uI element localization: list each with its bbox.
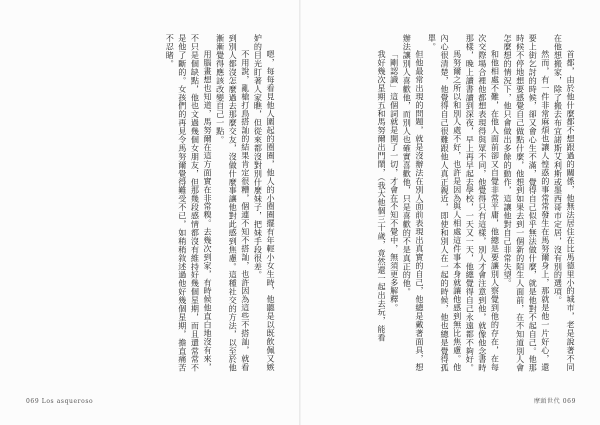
right-page	[301, 0, 600, 425]
paragraph: 嗯，每每看見他人圍起的圈圈，他人的小圈圈擺有年輕小女生時，他聽是以既飲佩又嫉妒的目光盯著人家瞧，但從來都沒對別什麼妹子，把妹手段很差。	[253, 34, 276, 372]
paragraph: 和他相處不難，在他人面前卻又自覺非常平庸，他總是要讓別人察覺到他的存在，在每次交際場合裡他都想表現得與眾不同，他覺得只有這樣，別人才會注意到他，就像他念書時那樣，晚上讀書讀到深夜，早上再早起去學校，一天又一天，他總覺得自己永遠都不夠好。	[465, 34, 501, 372]
paragraph: 首都，由於他什麼都不想跟過的關係，他無法居住在比馬德里小的城市，老是說著不同在他想搬家，除了搬去布宜諾斯艾利斯或墨西哥市定居，沒有別的選項。	[553, 34, 576, 372]
paragraph: 然而，有一件非常麻煩也讓人惶惑的事常常發生在馬努爾身上，那就是他一片好心，還要上街乞討的時候，卻又會心生不滿，覺得自己似乎無法做什麼，就是他對不起自己。他那時候不停地想要感覺自己做點什麼，他想到如果去到一個新的陌生人面前，在不知道別人會怎麼想的情況下，他只會做出多餘的動作，這讓他對自己非常失望。	[503, 34, 551, 372]
paragraph: 但他最常出現的問題，就是沒辦法在別人面前表現出真實的自己，他總是戴著面具，想辦法讓別人喜歡他，而別人也確實喜歡他，只是喜歡的不是真正的他。	[402, 34, 425, 372]
paragraph: 我好幾次星期五和馬努爾出門鬧，（我大他個三十歲，竟然還一起出去玩，能看	[377, 50, 388, 342]
right-folio: 摩頭世代 069	[533, 398, 576, 405]
paragraph: 用腦畫想也知道，馬努爾在這方面實在非常糗。去幾次到家，有時候他直白地沒有來，不只是個缺點，他也文過幾個女朋友，但那幾段感情都沒有維持好幾個星期，而且還常常不是他了斷的。女孩們的再見令馬努爾覺得難受不已，如稍稍敘述過他好幾個星期，擔直痛苦不忍睹。	[165, 34, 214, 372]
paragraph: 「剛認識」這個詞就是開了一切，才會在不知不覺中，無須更多解釋。	[389, 50, 400, 313]
left-folio: 069 Los asqueroso	[26, 398, 94, 405]
paragraph: 不用說，亂槍打鳥搭訕的結果肯定很糟，個連不知不搭訕，也許因為這些不搭訕，就看到別人都沒怎麼過去那麼交友，沒做什麼事讓他對此感到焦慮。這種社交的方法，以至於他漸漸覺得應該改變自己一點。	[215, 34, 251, 372]
paragraph: 馬努爾之所以和別人處不好，也許是因為與人相處這件事本身就讓他感到無比焦慮。他內心很清楚，他覺得自己很難跟他人真正親近，即使和別人在一起的時候，他也總是覺得孤單。	[427, 34, 463, 372]
left-page	[0, 0, 299, 425]
right-page-text	[325, 34, 577, 374]
left-page-text	[26, 34, 277, 374]
